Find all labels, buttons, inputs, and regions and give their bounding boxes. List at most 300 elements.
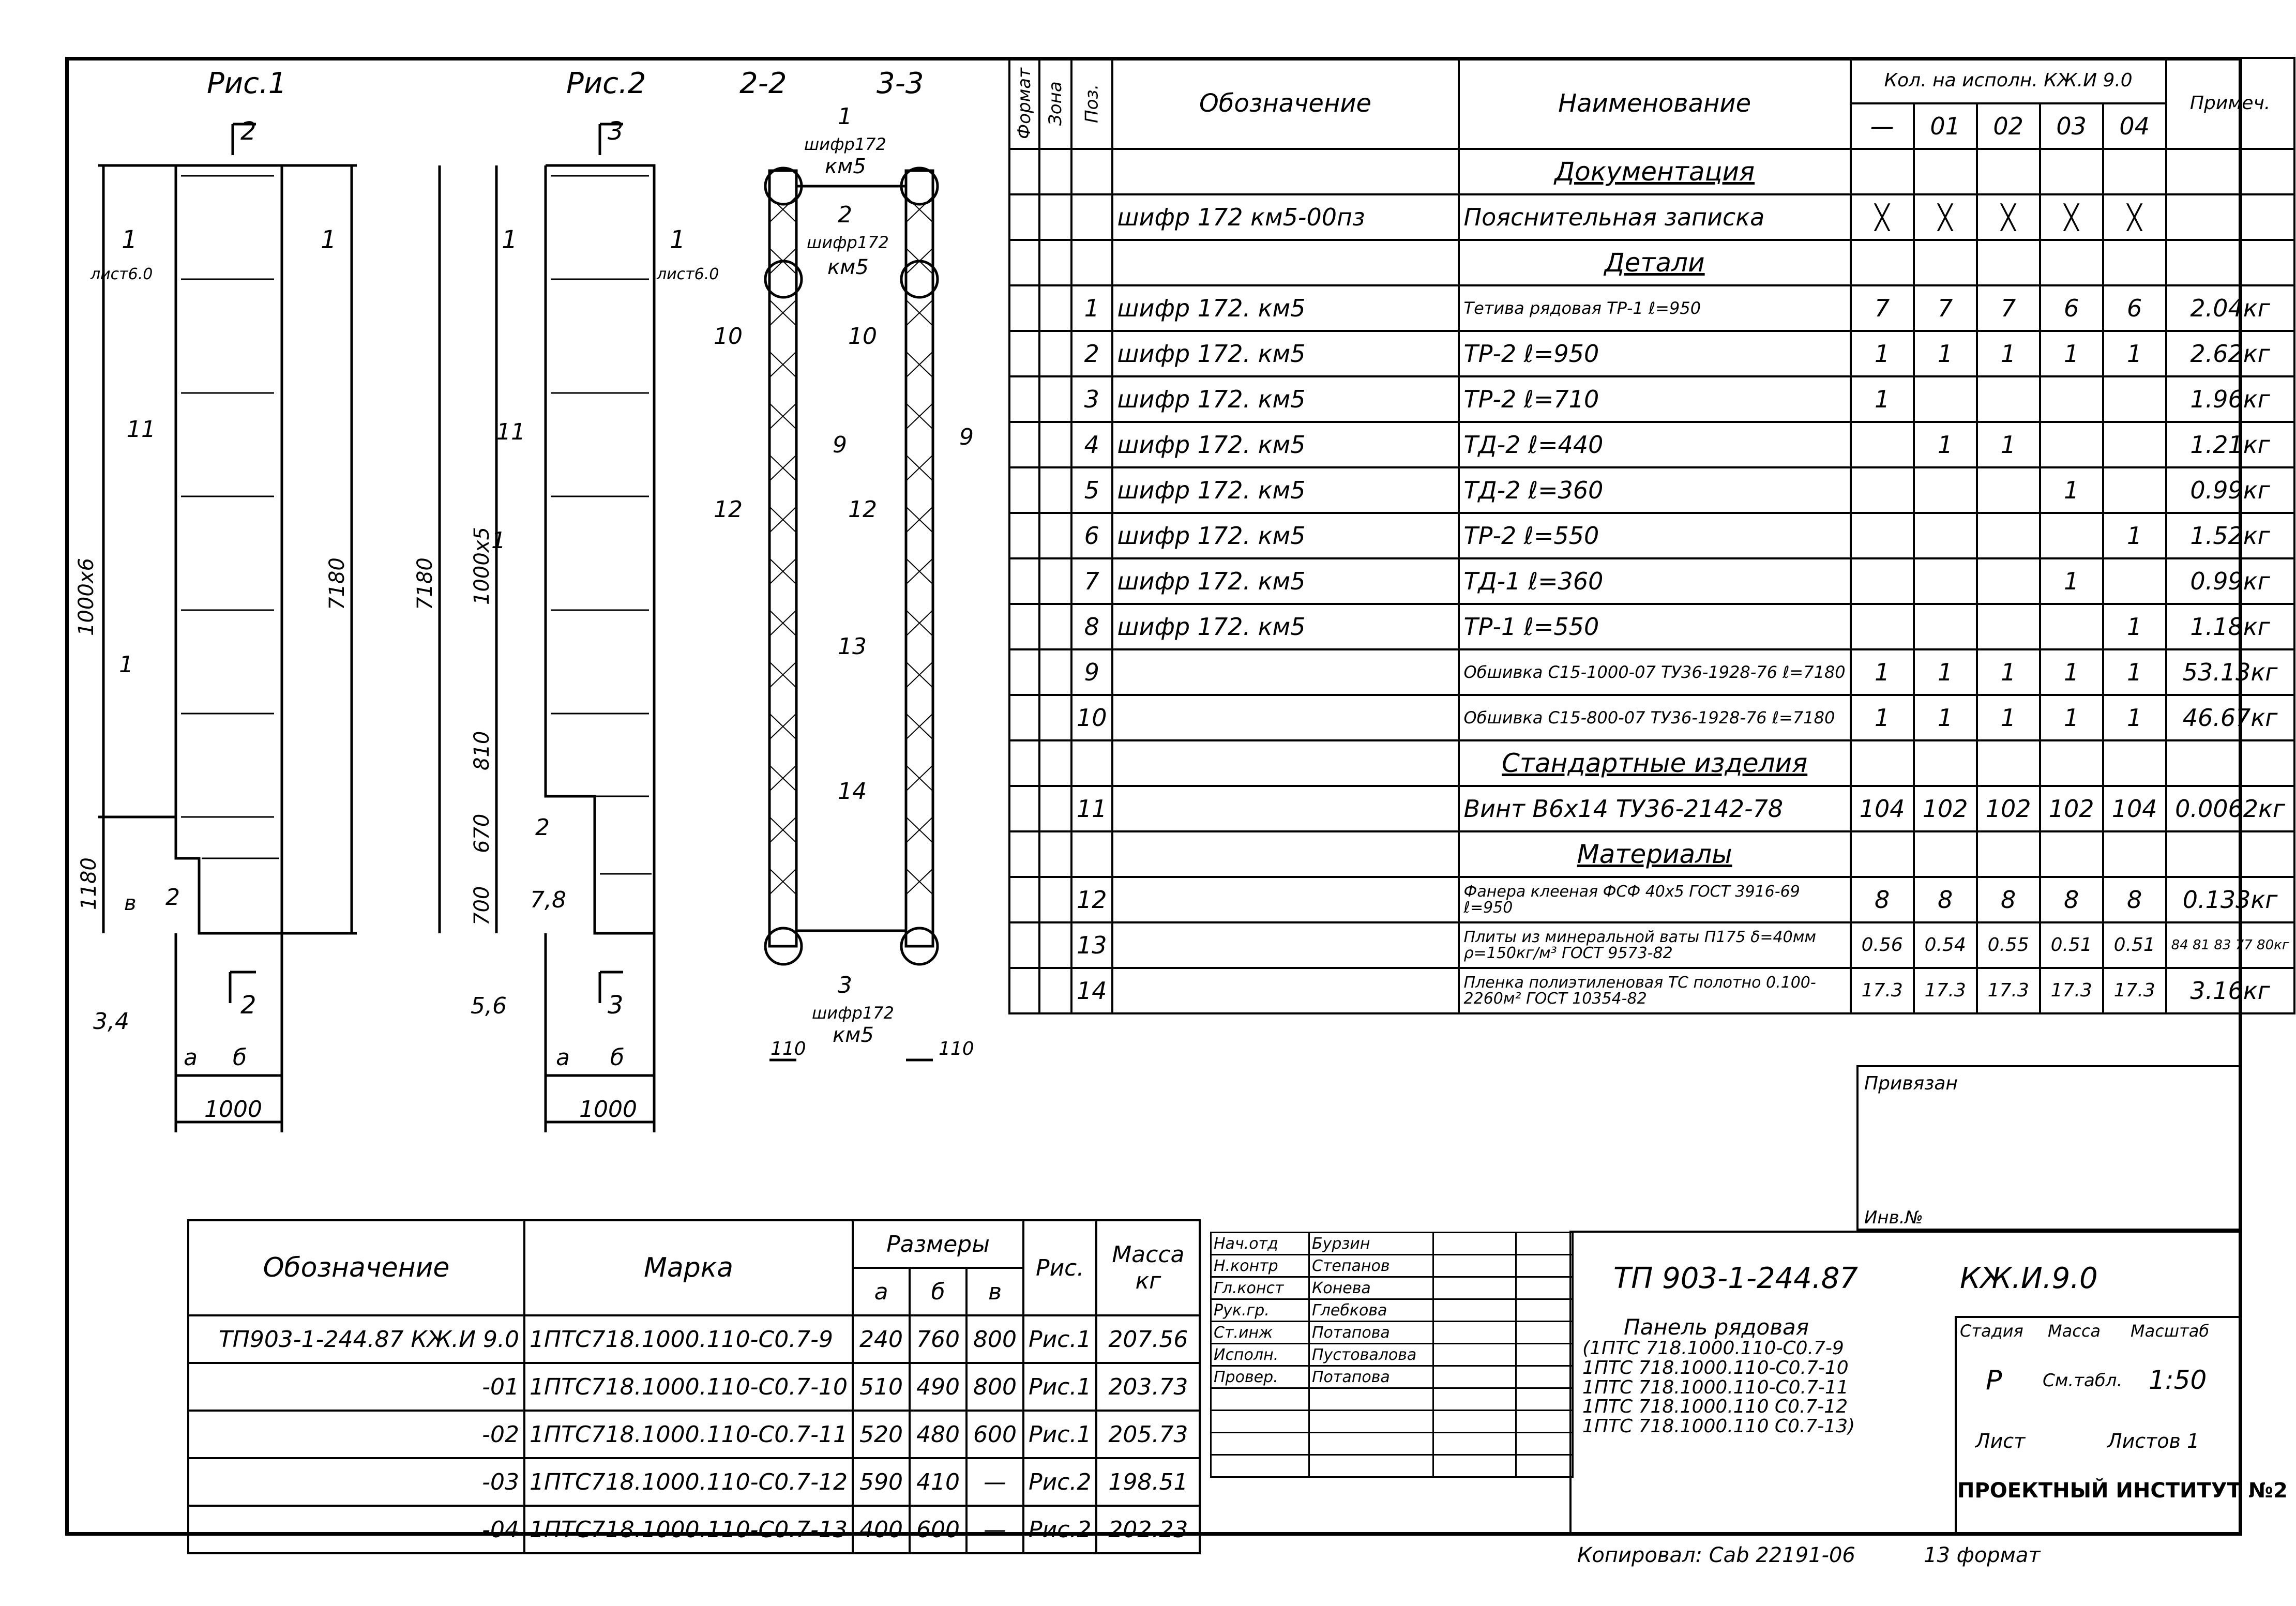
table-row [1009,968,2294,1013]
signature-role: Гл.конст [1211,1277,1309,1299]
zone-cell [1039,877,1071,922]
format-cell [1009,968,1039,1013]
table-row [1009,558,2294,604]
signature-role: Ст.инж [1211,1322,1309,1344]
row-name: ТР-1 ℓ=550 [1459,604,1851,649]
section-2-2-label: 2-2 [739,67,787,100]
row-qty [1977,558,2040,604]
sizes-a: 520 [853,1411,910,1458]
section-3-3-label: 3-3 [877,67,924,100]
signature-date [1516,1344,1573,1366]
row-note: 0.0062кг [2166,786,2294,831]
material-rows [1009,877,2294,1013]
signature-name: Бурзин [1309,1233,1433,1255]
sizes-b: 410 [910,1458,966,1506]
institute-name: ПРОЕКТНЫЙ ИНСТИТУТ №2 [1957,1479,2288,1503]
signature-mark [1433,1277,1516,1299]
row-name: Винт В6х14 ТУ36-2142-78 [1459,786,1851,831]
row-name: ТР-2 ℓ=950 [1459,331,1851,376]
pos-label-12-left: 12 [714,496,743,523]
signature-date [1516,1277,1573,1299]
row-qty: 102 [1914,786,1977,831]
row-qty: 1 [1851,695,1914,740]
row-qty: 104 [1851,786,1914,831]
row-designation: шифр 172. км5 [1112,422,1459,467]
inv-label: Инв.№ [1864,1207,1923,1228]
row-qty: 1 [2103,513,2166,558]
row-qty: 1 [1914,331,1977,376]
detail-rows [1009,285,2294,740]
doc-mark: КЖ.И.9.0 [1960,1262,2098,1295]
row-qty: 1 [2040,695,2103,740]
pos-label-1-sec: 1 [838,103,852,130]
pos-label-1: 1 [119,652,133,678]
row-qty: 7 [1851,285,1914,331]
sheets-label: Листов 1 [2107,1430,2200,1452]
table-row [1009,695,2294,740]
row-name: Фанера клееная ФСФ 40х5 ГОСТ 3916-69 ℓ=950 [1459,877,1851,922]
row-qty: 1 [2040,558,2103,604]
dim-1000x6: 1000x6 [74,558,98,636]
format-cell [1009,467,1039,513]
sizes-fig: Рис.2 [1023,1458,1096,1506]
table-row [1009,877,2294,922]
section-materials: Материалы [1459,831,1851,877]
sizes-mark: 1ПТС718.1000.110-С0.7-11 [524,1411,853,1458]
signature-mark [1433,1255,1516,1277]
row-name: Тетива рядовая ТР-1 ℓ=950 [1459,285,1851,331]
sizes-fig: Рис.1 [1023,1411,1096,1458]
row-name: ТД-1 ℓ=360 [1459,558,1851,604]
table-row [1009,376,2294,422]
format-cell [1009,422,1039,467]
signature-date [1516,1233,1573,1255]
header-name: Наименование [1459,58,1851,149]
dim-1000-fig1: 1000 [204,1096,262,1123]
doc-name: Пояснительная записка [1459,194,1851,240]
format-cell [1009,877,1039,922]
sizes-table [187,1219,1201,1554]
title-line: 1ПТС 718.1000.110 С0.7-12 [1582,1396,1848,1418]
zone-cell [1039,968,1071,1013]
row-qty: 1 [2103,604,2166,649]
zone-cell [1039,604,1071,649]
row-designation [1112,786,1459,831]
sizes-designation: ТП903-1-244.87 КЖ.И 9.0 [188,1315,524,1363]
header-qty: Кол. на исполн. КЖ.И 9.0 [1851,58,2166,103]
format-cell [1009,285,1039,331]
row-qty [2103,467,2166,513]
row-pos: 12 [1071,877,1112,922]
pos-label-11: 11 [127,416,156,443]
row-qty [2103,422,2166,467]
row-note: 1.18кг [2166,604,2294,649]
row-pos: 3 [1071,376,1112,422]
pos-label-78: 7,8 [530,887,566,913]
dim-700: 700 [470,886,494,926]
zone-cell [1039,285,1071,331]
row-qty [1851,513,1914,558]
pos-label-34: 3,4 [93,1008,129,1035]
title-line: 1ПТС 718.1000.110-С0.7-10 [1582,1357,1849,1378]
sizes-fig: Рис.1 [1023,1315,1096,1363]
row-qty [2040,513,2103,558]
table-row [188,1506,1200,1553]
format-cell [1009,922,1039,968]
row-qty [2103,558,2166,604]
sizes-b: 480 [910,1411,966,1458]
header-note: Примеч. [2166,58,2294,149]
sizes-mark: 1ПТС718.1000.110-С0.7-10 [524,1363,853,1411]
row-designation: шифр 172. км5 [1112,467,1459,513]
cross-mark: ╳ [1851,194,1914,240]
dim-1000x5: 1000x5 [470,527,494,605]
row-qty: 8 [1977,877,2040,922]
row-qty [2040,604,2103,649]
row-qty [2040,422,2103,467]
dim-b-fig1: б [233,1044,247,1071]
signature-row [1211,1366,1573,1388]
sizes-mass: 207.56 [1096,1315,1200,1363]
signature-row [1211,1233,1573,1255]
row-note: 3.16кг [2166,968,2294,1013]
km5-label-mid: км5 [827,255,869,279]
row-qty: 0.56 [1851,922,1914,968]
sizes-header-b: б [910,1268,966,1315]
row-qty: 17.3 [1914,968,1977,1013]
dim-1000-fig2: 1000 [579,1096,637,1123]
sizes-designation: -02 [188,1411,524,1458]
footer-format: 13 формат [1924,1543,2041,1567]
variant-02: 02 [1977,103,2040,149]
sizes-fig: Рис.2 [1023,1506,1096,1553]
row-qty: 0.51 [2103,922,2166,968]
pos-label-11-fig2: 11 [496,419,525,445]
dim-110-left: 110 [771,1038,806,1059]
row-qty: 6 [2040,285,2103,331]
row-name: ТР-2 ℓ=710 [1459,376,1851,422]
cut-1-right-fig2: 1 [670,225,686,254]
row-note: 53.13кг [2166,649,2294,695]
row-qty: 0.55 [1977,922,2040,968]
table-row [1009,513,2294,558]
row-pos: 5 [1071,467,1112,513]
section-standard: Стандартные изделия [1459,740,1851,786]
km5-label-top: км5 [825,155,866,178]
row-qty: 1 [1914,649,1977,695]
row-pos: 7 [1071,558,1112,604]
sizes-v: 800 [966,1315,1023,1363]
row-qty: 1 [2040,467,2103,513]
row-qty: 17.3 [1977,968,2040,1013]
row-qty: 1 [1977,331,2040,376]
sizes-v: 800 [966,1363,1023,1411]
row-name: ТР-2 ℓ=550 [1459,513,1851,558]
row-pos: 10 [1071,695,1112,740]
row-qty: 1 [2103,649,2166,695]
row-pos: 6 [1071,513,1112,558]
title-line: 1ПТС 718.1000.110-С0.7-11 [1582,1376,1849,1398]
table-row [1009,422,2294,467]
header-pos: Поз. [1071,58,1112,149]
pos-label-10-left: 10 [714,323,743,350]
row-designation: шифр 172. км5 [1112,558,1459,604]
dim-110-right: 110 [939,1038,974,1059]
cross-mark: ╳ [1977,194,2040,240]
scale-header: Масштаб [2131,1321,2210,1341]
row-qty [1851,558,1914,604]
dim-810: 810 [470,731,494,770]
signature-mark [1433,1322,1516,1344]
sizes-mass: 205.73 [1096,1411,1200,1458]
row-note: 0.99кг [2166,467,2294,513]
row-note: 1.21кг [2166,422,2294,467]
doc-designation: шифр 172 км5-00пз [1112,194,1459,240]
signature-date [1516,1255,1573,1277]
row-qty [1977,376,2040,422]
format-cell [1009,649,1039,695]
table-row [1009,604,2294,649]
mass-value: См.табл. [2043,1370,2123,1391]
cut-2-bottom: 2 [240,991,256,1020]
sheet-ref-fig2: лист6.0 [657,265,719,283]
row-qty: 1 [1977,649,2040,695]
signature-mark [1433,1344,1516,1366]
sizes-mass: 198.51 [1096,1458,1200,1506]
section-documentation: Документация [1459,149,1851,194]
row-qty: 1 [1851,331,1914,376]
row-designation: шифр 172. км5 [1112,604,1459,649]
cross-mark: ╳ [2040,194,2103,240]
format-cell [1009,604,1039,649]
signature-date [1516,1366,1573,1388]
dim-7180-fig1: 7180 [325,557,349,610]
sizes-header-fig: Рис. [1023,1220,1096,1315]
row-pos: 13 [1071,922,1112,968]
pos-label-13: 13 [838,633,867,660]
row-qty: 1 [1851,376,1914,422]
sizes-mark: 1ПТС718.1000.110-С0.7-12 [524,1458,853,1506]
figures-drawing [0,0,1014,1189]
row-qty: 17.3 [1851,968,1914,1013]
sizes-v: — [966,1458,1023,1506]
signature-row [1211,1322,1573,1344]
sheet-ref-fig1: лист6.0 [90,265,153,283]
zone-cell [1039,695,1071,740]
scale-value: 1:50 [2149,1365,2207,1395]
row-qty [2040,376,2103,422]
row-designation: шифр 172. км5 [1112,513,1459,558]
row-pos: 1 [1071,285,1112,331]
table-row [1009,649,2294,695]
row-designation [1112,877,1459,922]
fig1-title: Рис.1 [207,67,287,100]
zone-cell [1039,467,1071,513]
sizes-header-designation: Обозначение [188,1220,524,1315]
row-name: ТД-2 ℓ=360 [1459,467,1851,513]
zone-cell [1039,513,1071,558]
signature-mark [1433,1366,1516,1388]
signature-row [1211,1299,1573,1322]
row-qty: 7 [1914,285,1977,331]
stage-value: Р [1986,1365,2002,1396]
cut-1-left-fig2: 1 [502,225,518,254]
row-qty: 1 [2103,695,2166,740]
stage-block [1955,1316,2242,1536]
pos-label-14: 14 [838,778,867,805]
sizes-a: 240 [853,1315,910,1363]
row-qty: 8 [1851,877,1914,922]
row-qty: 1 [1977,422,2040,467]
row-pos: 2 [1071,331,1112,376]
sizes-a: 510 [853,1363,910,1411]
row-qty: 1 [2040,331,2103,376]
signature-role: Нач.отд [1211,1233,1309,1255]
row-qty: 1 [2103,331,2166,376]
sizes-v: — [966,1506,1023,1553]
signature-date [1516,1299,1573,1322]
sizes-b: 760 [910,1315,966,1363]
sizes-mass: 202.23 [1096,1506,1200,1553]
signature-name: Глебкова [1309,1299,1433,1322]
sizes-fig: Рис.1 [1023,1363,1096,1411]
variant-01: 01 [1914,103,1977,149]
cut-1-right-fig1: 1 [321,225,337,254]
format-cell [1009,695,1039,740]
shifr-label-mid: шифр172 [807,233,889,252]
row-qty: 102 [1977,786,2040,831]
zone-cell [1039,376,1071,422]
row-note: 46.67кг [2166,695,2294,740]
header-zone: Зона [1039,58,1071,149]
row-name: Обшивка С15-1000-07 ТУ36-1928-76 ℓ=7180 [1459,649,1851,695]
format-cell [1009,513,1039,558]
row-qty: 1 [1914,695,1977,740]
row-note: 1.52кг [2166,513,2294,558]
variant-03: 03 [2040,103,2103,149]
row-pos: 8 [1071,604,1112,649]
signature-mark [1433,1299,1516,1322]
signature-role: Н.контр [1211,1255,1309,1277]
sizes-a: 590 [853,1458,910,1506]
pos-label-2-fig2: 2 [535,814,550,841]
zone-cell [1039,422,1071,467]
pos-label-2: 2 [165,884,180,911]
cut-1-left-fig1: 1 [122,225,138,254]
footer-copied: Копировал: Cab 22191-06 [1577,1543,1855,1567]
row-note: 2.04кг [2166,285,2294,331]
row-designation [1112,968,1459,1013]
sizes-b: 490 [910,1363,966,1411]
specification-table [1008,57,2295,1014]
stage-header: Стадия [1960,1321,2023,1341]
sizes-mass: 203.73 [1096,1363,1200,1411]
shifr-label-top: шифр172 [804,134,886,154]
signature-mark [1433,1233,1516,1255]
row-note: 0.133кг [2166,877,2294,922]
row-qty [1914,513,1977,558]
row-qty: 1 [2040,649,2103,695]
row-qty: 7 [1977,285,2040,331]
row-qty [1914,376,1977,422]
row-designation: шифр 172. км5 [1112,285,1459,331]
row-qty: 17.3 [2103,968,2166,1013]
sizes-header-sizes: Размеры [853,1220,1023,1268]
variant-base: — [1851,103,1914,149]
privyazan-label: Привязан [1864,1073,1958,1094]
mass-header: Масса [2048,1321,2101,1341]
title-lines [1582,1316,1855,1436]
title-line: (1ПТС 718.1000.110-С0.7-9 [1582,1338,1844,1359]
zone-cell [1039,922,1071,968]
cut-3-bottom: 3 [608,991,624,1020]
row-qty [1977,513,2040,558]
signature-role: Провер. [1211,1366,1309,1388]
pos-label-1-fig2: 1 [491,527,506,554]
pos-label-10-right: 10 [848,323,877,350]
dim-a-fig2: а [556,1044,570,1071]
dim-v: в [124,891,137,915]
format-cell [1009,331,1039,376]
zone-cell [1039,558,1071,604]
signature-name: Потапова [1309,1366,1433,1388]
row-qty [1914,558,1977,604]
signature-row [1211,1277,1573,1299]
sizes-a: 400 [853,1506,910,1553]
pos-label-9-right: 9 [959,424,974,450]
table-row [1009,786,2294,831]
row-qty [1977,604,2040,649]
fig2-title: Рис.2 [566,67,646,100]
row-pos: 14 [1071,968,1112,1013]
dim-670: 670 [470,813,494,853]
row-pos: 9 [1071,649,1112,695]
row-qty: 1 [1914,422,1977,467]
signature-name: Пустовалова [1309,1344,1433,1366]
table-row [1009,922,2294,968]
format-cell [1009,558,1039,604]
row-note: 1.96кг [2166,376,2294,422]
zone-cell [1039,649,1071,695]
row-qty: 0.51 [2040,922,2103,968]
signature-name: Степанов [1309,1255,1433,1277]
dim-a-fig1: а [184,1044,198,1071]
row-designation [1112,922,1459,968]
signature-role: Исполн. [1211,1344,1309,1366]
row-pos: 11 [1071,786,1112,831]
sizes-mark: 1ПТС718.1000.110-С0.7-9 [524,1315,853,1363]
row-qty: 6 [2103,285,2166,331]
sizes-header-v: в [966,1268,1023,1315]
signature-role: Рук.гр. [1211,1299,1309,1322]
signature-row [1211,1255,1573,1277]
row-qty [1914,467,1977,513]
row-qty [1914,604,1977,649]
row-note: 0.99кг [2166,558,2294,604]
row-qty: 0.54 [1914,922,1977,968]
zone-cell [1039,331,1071,376]
row-name: Обшивка С15-800-07 ТУ36-1928-76 ℓ=7180 [1459,695,1851,740]
row-designation: шифр 172. км5 [1112,376,1459,422]
km5-label-bottom: км5 [833,1023,874,1047]
table-row [188,1363,1200,1411]
row-qty: 8 [2040,877,2103,922]
section-details: Детали [1459,240,1851,285]
cross-mark: ╳ [2103,194,2166,240]
row-pos: 4 [1071,422,1112,467]
signatures-table [1210,1232,1574,1478]
row-designation: шифр 172. км5 [1112,331,1459,376]
